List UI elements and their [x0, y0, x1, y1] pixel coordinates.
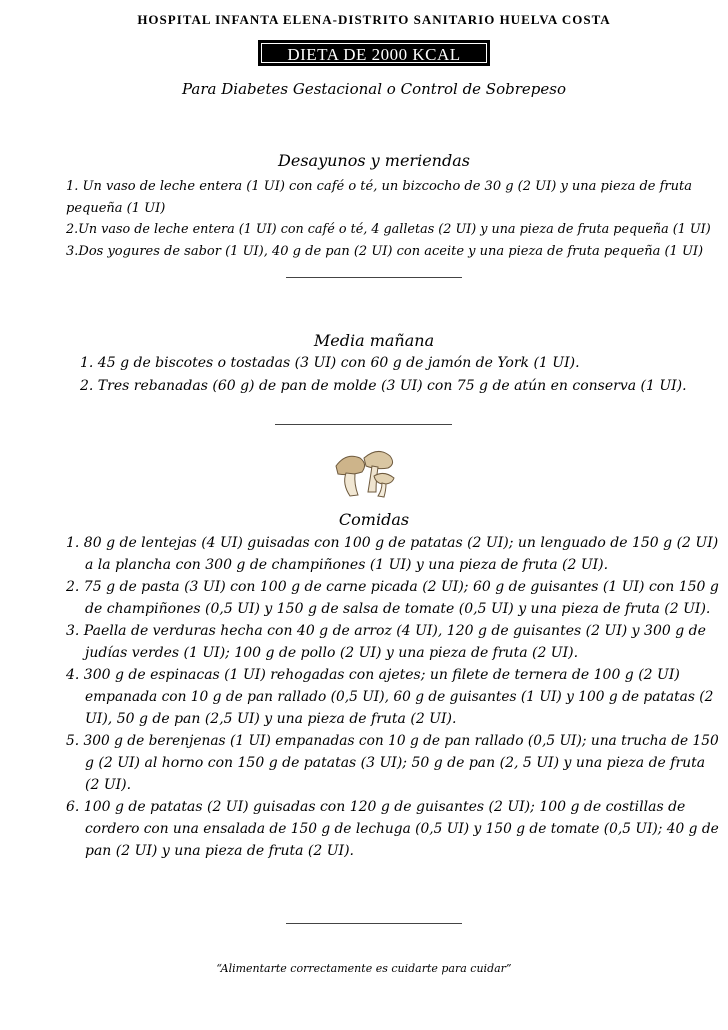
list-item: g (2 UI) al horno con 150 g de patatas (3 UI); 50 g de pan (2, 5 UI) y una pieza de fruta	[85, 755, 706, 771]
divider	[286, 277, 462, 278]
list-item: 1. Un vaso de leche entera (1 UI) con café o té, un bizcocho de 30 g (2 UI) y una pieza de fruta	[66, 179, 692, 194]
section-title-media-manana: Media mañana	[313, 331, 435, 350]
subtitle: Para Diabetes Gestacional o Control de Sobrepeso	[182, 80, 566, 98]
list-item: judías verdes (1 UI); 100 g de pollo (2 UI) y una pieza de fruta (2 UI).	[85, 645, 579, 661]
list-item: 2.Un vaso de leche entera (1 UI) con café o té, 4 galletas (2 UI) y una pieza de fruta pequeña (1 UI)	[66, 222, 711, 237]
list-item: de champiñones (0,5 UI) y 150 g de salsa de tomate (0,5 UI) y una pieza de fruta (2 UI).	[85, 601, 711, 617]
mushroom-icon	[328, 440, 402, 500]
list-item: a la plancha con 300 g de champiñones (1 UI) y una pieza de fruta (2 UI).	[85, 557, 609, 573]
divider	[286, 923, 462, 924]
list-item: 3. Paella de verduras hecha con 40 g de arroz (4 UI), 120 g de guisantes (2 UI) y 300 g de	[66, 623, 706, 639]
list-item: empanada con 10 g de pan rallado (0,5 UI), 60 g de guisantes (1 UI) y 100 g de patatas (2	[85, 689, 714, 705]
section-title-comidas: Comidas	[338, 510, 410, 529]
list-item: 2. 75 g de pasta (3 UI) con 100 g de carne picada (2 UI); 60 g de guisantes (1 UI) con 150 g	[66, 579, 719, 595]
list-item: 2. Tres rebanadas (60 g) de pan de molde (3 UI) con 75 g de atún en conserva (1 UI).	[80, 378, 687, 394]
list-item: 4. 300 g de espinacas (1 UI) rehogadas con ajetes; un filete de ternera de 100 g (2 UI)	[66, 667, 680, 683]
list-item: cordero con una ensalada de 150 g de lechuga (0,5 UI) y 150 g de tomate (0,5 UI); 40 g de	[85, 821, 719, 837]
diet-banner-title: DIETA DE 2000 KCAL	[261, 43, 487, 63]
list-item: 5. 300 g de berenjenas (1 UI) empanadas con 10 g de pan rallado (0,5 UI); una trucha de 150	[66, 733, 719, 749]
hospital-name: HOSPITAL INFANTA ELENA-DISTRITO SANITARIO HUELVA COSTA	[137, 12, 611, 27]
list-item: 1. 80 g de lentejas (4 UI) guisadas con 100 g de patatas (2 UI); un lenguado de 150 g (2 UI)	[66, 535, 719, 551]
list-item: 1. 45 g de biscotes o tostadas (3 UI) con 60 g de jamón de York (1 UI).	[80, 355, 580, 371]
list-item: pan (2 UI) y una pieza de fruta (2 UI).	[85, 843, 354, 859]
list-item: 6. 100 g de patatas (2 UI) guisadas con 120 g de guisantes (2 UI); 100 g de costillas de	[66, 799, 686, 815]
list-item: UI), 50 g de pan (2,5 UI) y una pieza de fruta (2 UI).	[85, 711, 457, 727]
diet-banner	[258, 40, 490, 66]
list-item: pequeña (1 UI)	[66, 201, 166, 216]
section-title-desayunos: Desayunos y meriendas	[278, 151, 470, 170]
footer-quote: “Alimentarte correctamente es cuidarte para cuidar”	[216, 962, 512, 975]
divider	[275, 424, 452, 425]
list-item: (2 UI).	[85, 777, 132, 793]
list-item: 3.Dos yogures de sabor (1 UI), 40 g de pan (2 UI) con aceite y una pieza de fruta pequeña (1 UI)	[66, 244, 704, 259]
